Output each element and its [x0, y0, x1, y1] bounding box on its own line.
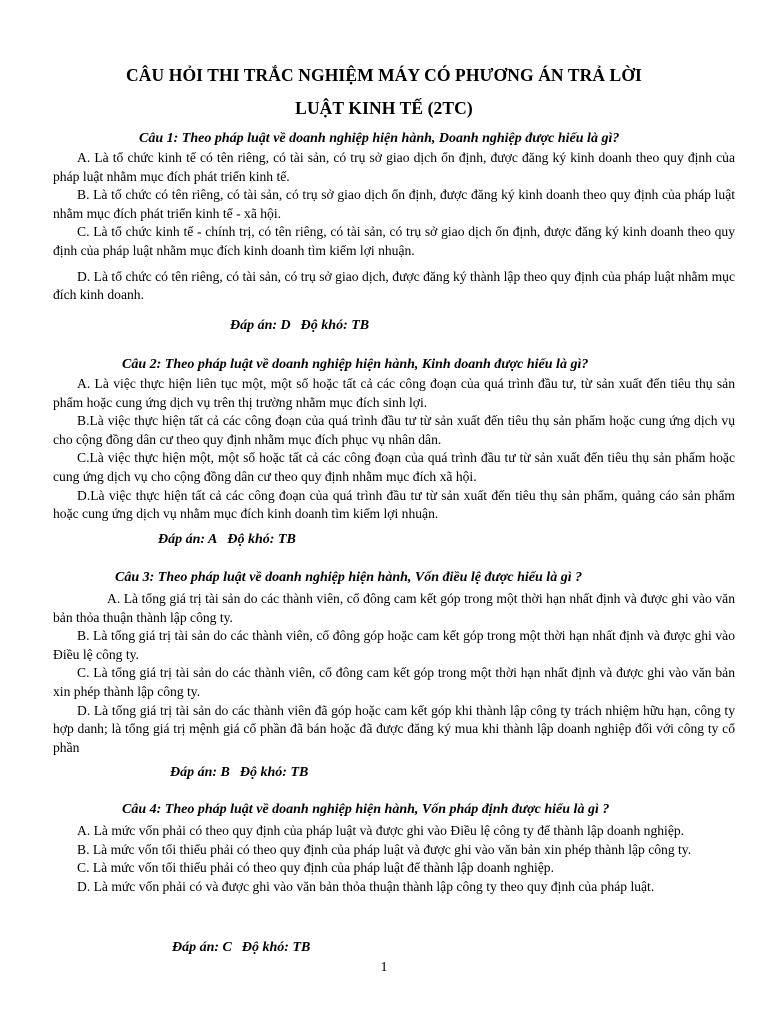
question-3-options — [53, 590, 735, 757]
difficulty: Độ khó: TB — [239, 765, 309, 780]
option-c: C. Là tổ chức kinh tế - chính trị, có tên riêng, có tài sản, có trụ sở giao dịch ổn định, được đăng ký kinh doanh theo quy định của pháp luật nhằm mục đích kinh doanh tìm kiếm lợi nhuận. — [53, 224, 735, 258]
option-a: A. Là tổng giá trị tài sản do các thành viên, cổ đông cam kết góp trong một thời hạn nhất định và được ghi vào văn bản thỏa thuận thành lập công ty. — [53, 591, 735, 625]
option-c: C. Là tổng giá trị tài sản do các thành viên, cổ đông cam kết góp trong một thời hạn nhất định và được ghi vào văn bản xin phép thành lập công ty. — [53, 665, 735, 699]
question-4-options — [53, 822, 735, 896]
question-3-title: Câu 3: Theo pháp luật về doanh nghiệp hiện hành, Vốn điều lệ được hiểu là gì ? — [115, 570, 583, 585]
option-b: B. Là tổng giá trị tài sản do các thành viên, cổ đông góp hoặc cam kết góp trong một thời hạn nhất định và được ghi vào Điều lệ công ty. — [53, 628, 735, 662]
difficulty: Độ khó: TB — [227, 532, 296, 547]
option-a: A. Là việc thực hiện liên tục một, một số hoặc tất cả các công đoạn của quá trình đầu tư, từ sản xuất đến tiêu thụ sản phẩm hoặc cung ứng dịch vụ trên thị trường nhằm mục đích sinh lợi. — [53, 376, 735, 410]
question-1-title: Câu 1: Theo pháp luật về doanh nghiệp hiện hành, Doanh nghiệp được hiểu là gì? — [139, 131, 620, 146]
option-c: C.Là việc thực hiện một, một số hoặc tất cả các công đoạn của quá trình đầu tư từ sản xuất đến tiêu thụ sản phẩm hoặc cung ứng dịch vụ cho cộng đồng dân cư theo quy định nhằm mục đích xã hội. — [53, 450, 735, 484]
page-number: 1 — [380, 960, 388, 975]
question-2-answer-key — [158, 532, 296, 548]
difficulty: Độ khó: TB — [300, 318, 370, 333]
answer: Đáp án: B — [170, 765, 230, 780]
option-b: B. Là mức vốn tối thiểu phải có theo quy định của pháp luật và được ghi vào văn bản xin phép thành lập công ty. — [77, 841, 692, 857]
document-subtitle: LUẬT KINH TẾ (2TC) — [295, 98, 473, 118]
question-2-title: Câu 2: Theo pháp luật về doanh nghiệp hiện hành, Kinh doanh được hiểu là gì? — [122, 357, 589, 372]
option-c: C. Là mức vốn tối thiểu phải có theo quy định của pháp luật để thành lập doanh nghiệp. — [77, 860, 554, 876]
answer: Đáp án: D — [230, 318, 291, 333]
option-d: D. Là mức vốn phải có và được ghi vào văn bản thỏa thuận thành lập công ty theo quy định của pháp luật. — [77, 878, 655, 894]
option-d: D. Là tổ chức có tên riêng, có tài sản, có trụ sở giao dịch, được đăng ký thành lập theo quy định của pháp luật nhằm mục đích kinh doanh. — [53, 268, 735, 303]
document-title: CÂU HỎI THI TRẮC NGHIỆM MÁY CÓ PHƯƠNG ÁN TRẢ LỜI — [126, 65, 642, 85]
option-b: B. Là tổ chức có tên riêng, có tài sản, có trụ sở giao dịch ổn định, được đăng ký kinh doanh theo quy định của pháp luật nhằm mục đích phát triển kinh tế - xã hội. — [53, 187, 735, 221]
option-b: B.Là việc thực hiện tất cả các công đoạn của quá trình đầu tư từ sản xuất đến tiêu thụ sản phẩm hoặc cung ứng dịch vụ cho cộng đồng dân cư theo quy định nhằm mục đích phục vụ nhân dân. — [53, 413, 735, 447]
question-4-answer-key — [172, 940, 310, 956]
question-2-options — [53, 375, 735, 524]
option-d: D.Là việc thực hiện tất cả các công đoạn của quá trình đầu tư từ sản xuất đến tiêu thụ sản phẩm, quảng cáo sản phẩm hoặc cung ứng dịch vụ nhằm mục đích kinh doanh tìm kiếm lợi nhuận. — [53, 487, 735, 522]
answer: Đáp án: A — [158, 532, 218, 547]
option-d: D. Là tổng giá trị tài sản do các thành viên đã góp hoặc cam kết góp khi thành lập công ty trách nhiệm hữu hạn, công ty hợp danh; là tổng giá trị mệnh giá cổ phần đã bán hoặc đã được đăng ký mua khi thành lập doanh nghiệp đối với công ty cổ phần — [53, 702, 735, 755]
option-a: A. Là mức vốn phải có theo quy định của pháp luật và được ghi vào Điều lệ công ty để thành lập doanh nghiệp. — [77, 823, 685, 838]
question-1-options — [53, 149, 735, 305]
question-4-title: Câu 4: Theo pháp luật về doanh nghiệp hiện hành, Vốn pháp định được hiểu là gì ? — [122, 802, 610, 817]
question-3-answer-key — [170, 765, 308, 781]
question-1-answer-key — [230, 318, 369, 334]
answer: Đáp án: C — [172, 940, 232, 955]
option-a: A. Là tổ chức kinh tế có tên riêng, có tài sản, có trụ sở giao dịch ổn định, được đăng ký kinh doanh theo quy định của pháp luật nhằm mục đích phát triển kinh tế. — [53, 150, 735, 184]
difficulty: Độ khó: TB — [241, 940, 311, 955]
